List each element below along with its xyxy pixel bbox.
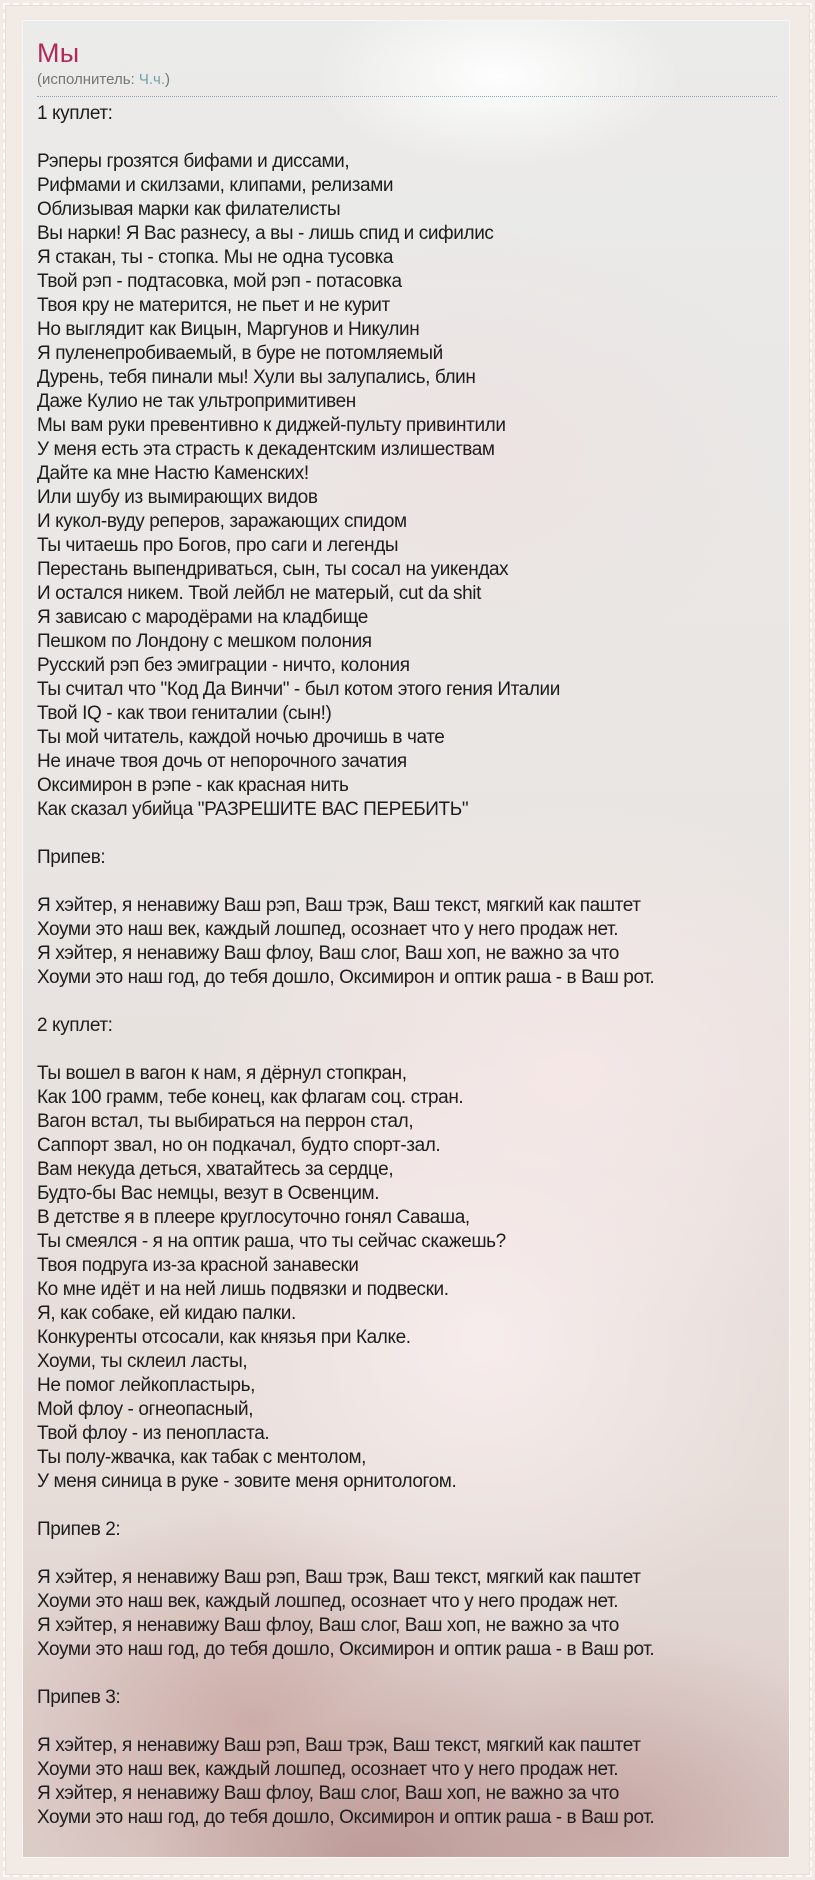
lyric-line: Дайте ка мне Настю Каменских! — [37, 463, 309, 484]
lyric-line: Твой флоу - из пенопласта. — [37, 1423, 270, 1444]
lyric-line: Я хэйтер, я ненавижу Ваш флоу, Ваш слог, Ваш хоп, не важно за что — [37, 1615, 619, 1636]
lyric-line: Твой рэп - подтасовка, мой рэп - потасовка — [37, 271, 402, 292]
lyric-line: Как сказал убийца "РАЗРЕШИТЕ ВАС ПЕРЕБИТЬ" — [37, 799, 469, 820]
blank-line — [37, 822, 775, 846]
lyric-line: Я хэйтер, я ненавижу Ваш рэп, Ваш трэк, Ваш текст, мягкий как паштет — [37, 1735, 641, 1756]
lyric-line: Вагон встал, ты выбираться на перрон стал, — [37, 1111, 414, 1132]
lyric-line: Хоуми это наш год, до тебя дошло, Оксимирон и оптик раша - в Ваш рот. — [37, 967, 655, 988]
artist-line — [37, 69, 777, 97]
lyric-line: Но выглядит как Вицын, Маргунов и Никулин — [37, 319, 420, 340]
lyric-line: И кукол-вуду реперов, заражающих спидом — [37, 511, 407, 532]
lyric-line: Вам некуда деться, хватайтесь за сердце, — [37, 1159, 394, 1180]
lyric-line: Или шубу из вымирающих видов — [37, 487, 318, 508]
lyric-line: Ты считал что "Код Да Винчи" - был котом этого гения Италии — [37, 679, 560, 700]
lyric-line: Ты смеялся - я на оптик раша, что ты сейчас скажешь? — [37, 1231, 506, 1252]
lyric-line: Не иначе твоя дочь от непорочного зачатия — [37, 751, 407, 772]
lyric-line: Рэперы грозятся бифами и диссами, — [37, 151, 350, 172]
lyric-line: Оксимирон в рэпе - как красная нить — [37, 775, 349, 796]
lyric-line: Я хэйтер, я ненавижу Ваш флоу, Ваш слог, Ваш хоп, не важно за что — [37, 1783, 619, 1804]
lyric-line: Хоуми это наш век, каждый лошпед, осознает что у него продаж нет. — [37, 1591, 619, 1612]
lyric-line: Хоуми это наш век, каждый лошпед, осознает что у него продаж нет. — [37, 1759, 619, 1780]
lyric-line: Пешком по Лондону с мешком полония — [37, 631, 372, 652]
stanza-label: 2 куплет: — [37, 1015, 113, 1036]
artist-suffix: ) — [165, 71, 171, 88]
stanza-label: 1 куплет: — [37, 103, 113, 124]
blank-line — [37, 1542, 775, 1566]
lyric-line: Хоуми это наш год, до тебя дошло, Оксимирон и оптик раша - в Ваш рот. — [37, 1807, 655, 1828]
lyric-line: Хоуми, ты склеил ласты, — [37, 1351, 248, 1372]
stanza-label: Припев 3: — [37, 1687, 121, 1708]
lyric-line: Облизывая марки как филателисты — [37, 199, 341, 220]
lyric-line: Я зависаю с мародёрами на кладбище — [37, 607, 368, 628]
lyric-line: Ты вошел в вагон к нам, я дёрнул стопкран, — [37, 1063, 407, 1084]
lyric-line: Я стакан, ты - стопка. Мы не одна тусовка — [37, 247, 393, 268]
lyric-line: Я хэйтер, я ненавижу Ваш рэп, Ваш трэк, Ваш текст, мягкий как паштет — [37, 895, 641, 916]
blank-line — [37, 126, 775, 150]
lyric-line: Я, как собаке, ей кидаю палки. — [37, 1303, 296, 1324]
lyric-line: В детстве я в плеере круглосуточно гонял Саваша, — [37, 1207, 470, 1228]
lyric-line: Не помог лейкопластырь, — [37, 1375, 255, 1396]
lyric-line: Будто-бы Вас немцы, везут в Освенцим. — [37, 1183, 380, 1204]
lyric-line: И остался никем. Твой лейбл не матерый, cut da shit — [37, 583, 482, 604]
lyric-line: Перестань выпендриваться, сын, ты сосал на уикендах — [37, 559, 509, 580]
lyric-line: Рифмами и скилзами, клипами, релизами — [37, 175, 394, 196]
lyric-line: Ты читаешь про Богов, про саги и легенды — [37, 535, 399, 556]
lyric-line: Конкуренты отсосали, как князья при Калке. — [37, 1327, 411, 1348]
lyric-line: Я хэйтер, я ненавижу Ваш рэп, Ваш трэк, Ваш текст, мягкий как паштет — [37, 1567, 641, 1588]
lyric-line: Ты мой читатель, каждой ночью дрочишь в чате — [37, 727, 445, 748]
lyrics-card — [22, 20, 790, 1858]
song-title: Мы — [37, 38, 80, 68]
lyric-line: Дурень, тебя пинали мы! Хули вы залупались, блин — [37, 367, 476, 388]
blank-line — [37, 870, 775, 894]
lyric-line: Я пуленепробиваемый, в буре не потомляемый — [37, 343, 443, 364]
lyric-line: Как 100 грамм, тебе конец, как флагам соц. стран. — [37, 1087, 464, 1108]
lyric-line: Саппорт звал, но он подкачал, будто спорт-зал. — [37, 1135, 441, 1156]
blank-line — [37, 1710, 775, 1734]
stanza-label: Припев: — [37, 847, 106, 868]
lyric-line: Даже Кулио не так ультропримитивен — [37, 391, 356, 412]
lyric-line: Русский рэп без эмиграции - ничто, колония — [37, 655, 410, 676]
lyric-line: Ты полу-жвачка, как табак с ментолом, — [37, 1447, 367, 1468]
lyric-line: У меня синица в руке - зовите меня орнитологом. — [37, 1471, 457, 1492]
lyric-line: Я хэйтер, я ненавижу Ваш флоу, Ваш слог, Ваш хоп, не важно за что — [37, 943, 619, 964]
blank-line — [37, 1662, 775, 1686]
blank-line — [37, 1494, 775, 1518]
lyric-line: Вы нарки! Я Вас разнесу, а вы - лишь спид и сифилис — [37, 223, 494, 244]
blank-line — [37, 1038, 775, 1062]
artist-link[interactable]: Ч.ч. — [138, 71, 166, 88]
lyric-line: Ко мне идёт и на ней лишь подвязки и подвески. — [37, 1279, 449, 1300]
stanza-label: Припев 2: — [37, 1519, 121, 1540]
lyrics-body — [37, 102, 775, 1830]
lyric-line: Хоуми это наш год, до тебя дошло, Оксимирон и оптик раша - в Ваш рот. — [37, 1639, 655, 1660]
lyric-line: Мой флоу - огнеопасный, — [37, 1399, 254, 1420]
blank-line — [37, 990, 775, 1014]
lyric-line: Твоя подруга из-за красной занавески — [37, 1255, 359, 1276]
artist-label: (исполнитель: — [37, 71, 139, 88]
lyric-line: Твоя кру не матерится, не пьет и не курит — [37, 295, 390, 316]
lyric-line: Хоуми это наш век, каждый лошпед, осознает что у него продаж нет. — [37, 919, 619, 940]
lyric-line: Твой IQ - как твои гениталии (сын!) — [37, 703, 332, 724]
lyric-line: Мы вам руки превентивно к диджей-пульту привинтили — [37, 415, 506, 436]
lyric-line: У меня есть эта страсть к декадентским излишествам — [37, 439, 495, 460]
